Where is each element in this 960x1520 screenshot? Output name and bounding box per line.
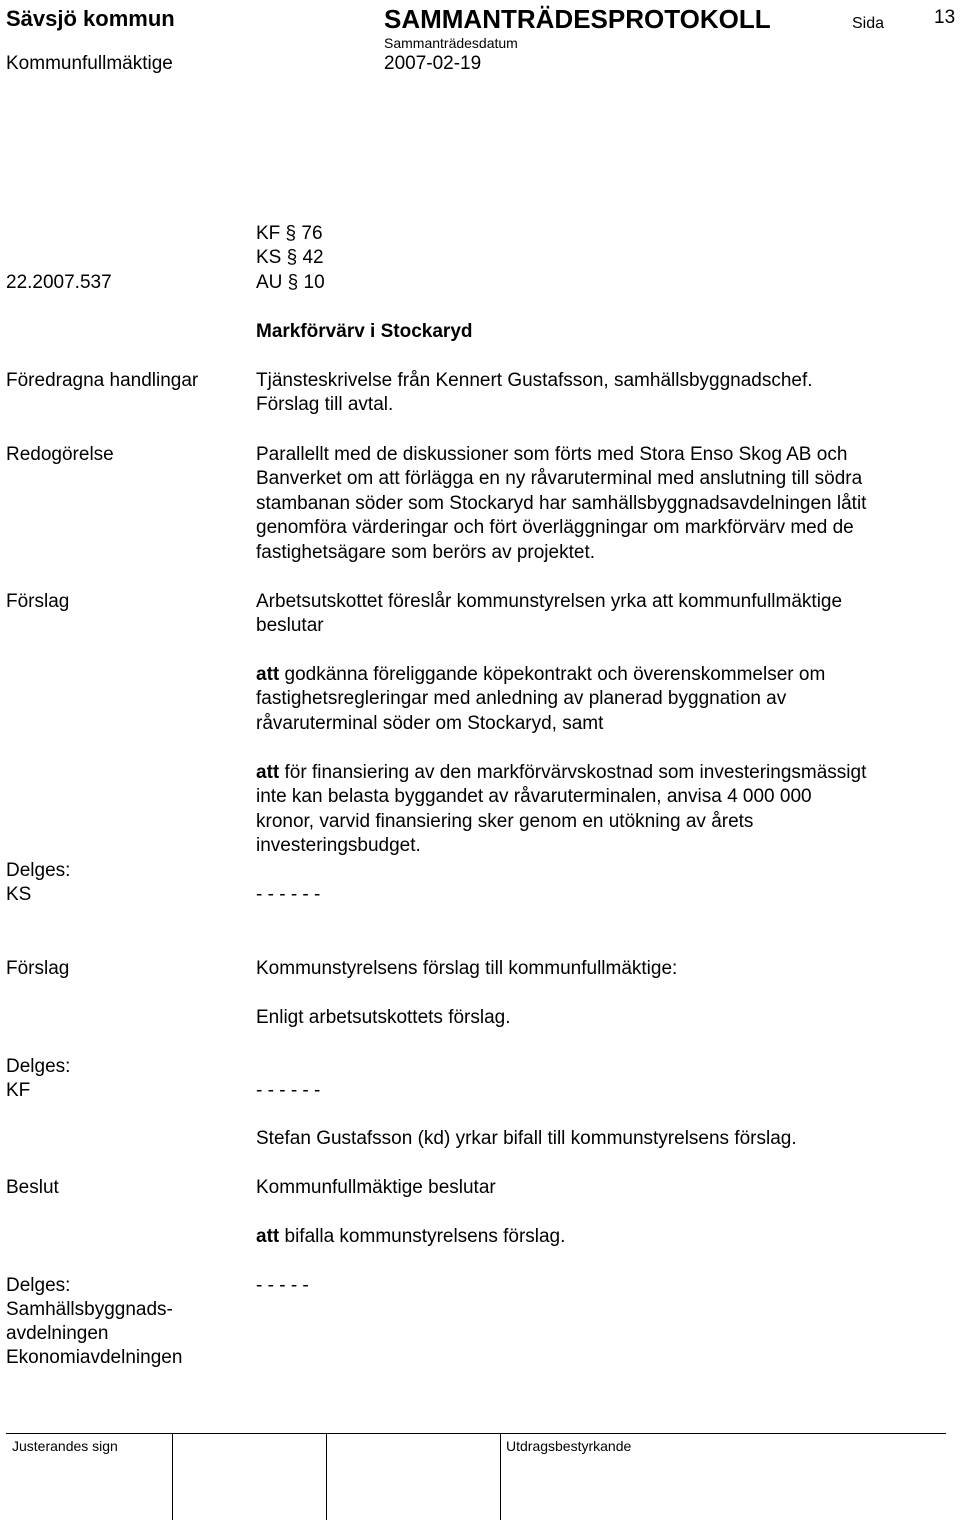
ks-paragraph-ref: KS § 42 <box>256 247 324 268</box>
att-clause-line: investeringsbudget. <box>256 835 421 857</box>
delges-recipient-ks: KS <box>6 884 32 905</box>
page-label: Sida <box>852 15 885 32</box>
forslag-ks-text: Kommunstyrelsens förslag till kommunfullmäktige: <box>256 958 678 979</box>
handlingar-line: Förslag till avtal. <box>256 394 394 416</box>
redogorelse-line: genomföra värderingar och fört överläggningar om markförvärv med de <box>256 517 854 539</box>
att-clause-line: kronor, varvid finansiering sker genom en utökning av årets <box>256 810 754 832</box>
att-clause-1 <box>256 663 946 736</box>
handlingar-label: Föredragna handlingar <box>6 370 199 391</box>
delges-recipient: Samhällsbyggnads- <box>6 1299 173 1320</box>
att-clause-line: för finansiering av den markförvärvskostnad som investeringsmässigt <box>279 762 867 783</box>
forslag-ks-label: Förslag <box>6 958 70 979</box>
utdragsbestyrkande-label: Utdragsbestyrkande <box>506 1438 632 1454</box>
beslut-label: Beslut <box>6 1177 59 1198</box>
justerandes-sign-label: Justerandes sign <box>12 1438 118 1454</box>
diary-number: 22.2007.537 <box>6 272 112 293</box>
handlingar-line: Tjänsteskrivelse från Kennert Gustafsson, samhällsbyggnadschef. <box>256 370 813 391</box>
beslut-text: Kommunfullmäktige beslutar <box>256 1177 496 1198</box>
redogorelse-label: Redogörelse <box>6 444 114 465</box>
redogorelse-line: Banverket om att förlägga en ny råvaruterminal med anslutning till södra <box>256 468 863 490</box>
beslut-att-clause <box>256 1225 565 1249</box>
att-clause-2 <box>256 761 946 859</box>
footer-divider <box>500 1434 501 1520</box>
redogorelse-line: fastighetsägare som berörs av projektet. <box>256 541 596 563</box>
att-clause-line: fastighetsregleringar med anledning av planerad byggnation av <box>256 688 787 710</box>
dash-separator: - - - - - - <box>256 884 321 905</box>
meeting-date: 2007-02-19 <box>384 53 482 74</box>
delges-recipient: Ekonomiavdelningen <box>6 1347 183 1368</box>
date-label: Sammanträdesdatum <box>384 35 518 51</box>
kf-paragraph-ref: KF § 76 <box>256 223 323 244</box>
delges-label: Delges: <box>6 860 71 881</box>
handlingar-text <box>256 369 946 418</box>
dash-separator: - - - - - <box>256 1275 309 1296</box>
dash-separator: - - - - - - <box>256 1080 321 1101</box>
redogorelse-line: Parallellt med de diskussioner som förts med Stora Enso Skog AB och <box>256 444 848 465</box>
delges-recipient-kf: KF <box>6 1080 31 1101</box>
protocol-title: SAMMANTRÄDESPROTOKOLL <box>384 4 771 34</box>
yrkande-text: Stefan Gustafsson (kd) yrkar bifall till kommunstyrelsens förslag. <box>256 1128 797 1149</box>
page-number: 13 <box>934 7 956 28</box>
footer-divider <box>326 1434 327 1520</box>
redogorelse-text <box>256 443 946 565</box>
delges-label: Delges: <box>6 1275 71 1296</box>
att-clause-line: godkänna föreliggande köpekontrakt och överenskommelser om <box>279 664 826 685</box>
att-keyword: att <box>256 762 280 783</box>
forslag-ks-result: Enligt arbetsutskottets förslag. <box>256 1007 511 1028</box>
au-paragraph-ref: AU § 10 <box>256 272 325 293</box>
forslag-label: Förslag <box>6 591 70 612</box>
att-keyword: att <box>256 664 280 685</box>
forslag-intro <box>256 590 946 639</box>
att-clause-line: inte kan belasta byggandet av råvaruterminalen, anvisa 4 000 000 <box>256 786 812 808</box>
forslag-intro-line: Arbetsutskottet föreslår kommunstyrelsen yrka att kommunfullmäktige <box>256 591 843 612</box>
beslut-att-text: bifalla kommunstyrelsens förslag. <box>279 1226 566 1247</box>
section-title: Markförvärv i Stockaryd <box>256 321 473 342</box>
municipality-name: Sävsjö kommun <box>6 6 175 31</box>
delges-recipient: avdelningen <box>6 1323 109 1344</box>
footer-rule <box>6 1433 946 1434</box>
delges-label: Delges: <box>6 1056 71 1077</box>
footer-divider <box>172 1434 173 1520</box>
att-keyword: att <box>256 1226 280 1247</box>
redogorelse-line: stambanan söder som Stockaryd har samhällsbyggnadsavdelningen låtit <box>256 492 867 514</box>
body-name: Kommunfullmäktige <box>6 53 173 74</box>
att-clause-line: råvaruterminal söder om Stockaryd, samt <box>256 712 604 734</box>
forslag-intro-line: beslutar <box>256 615 324 637</box>
